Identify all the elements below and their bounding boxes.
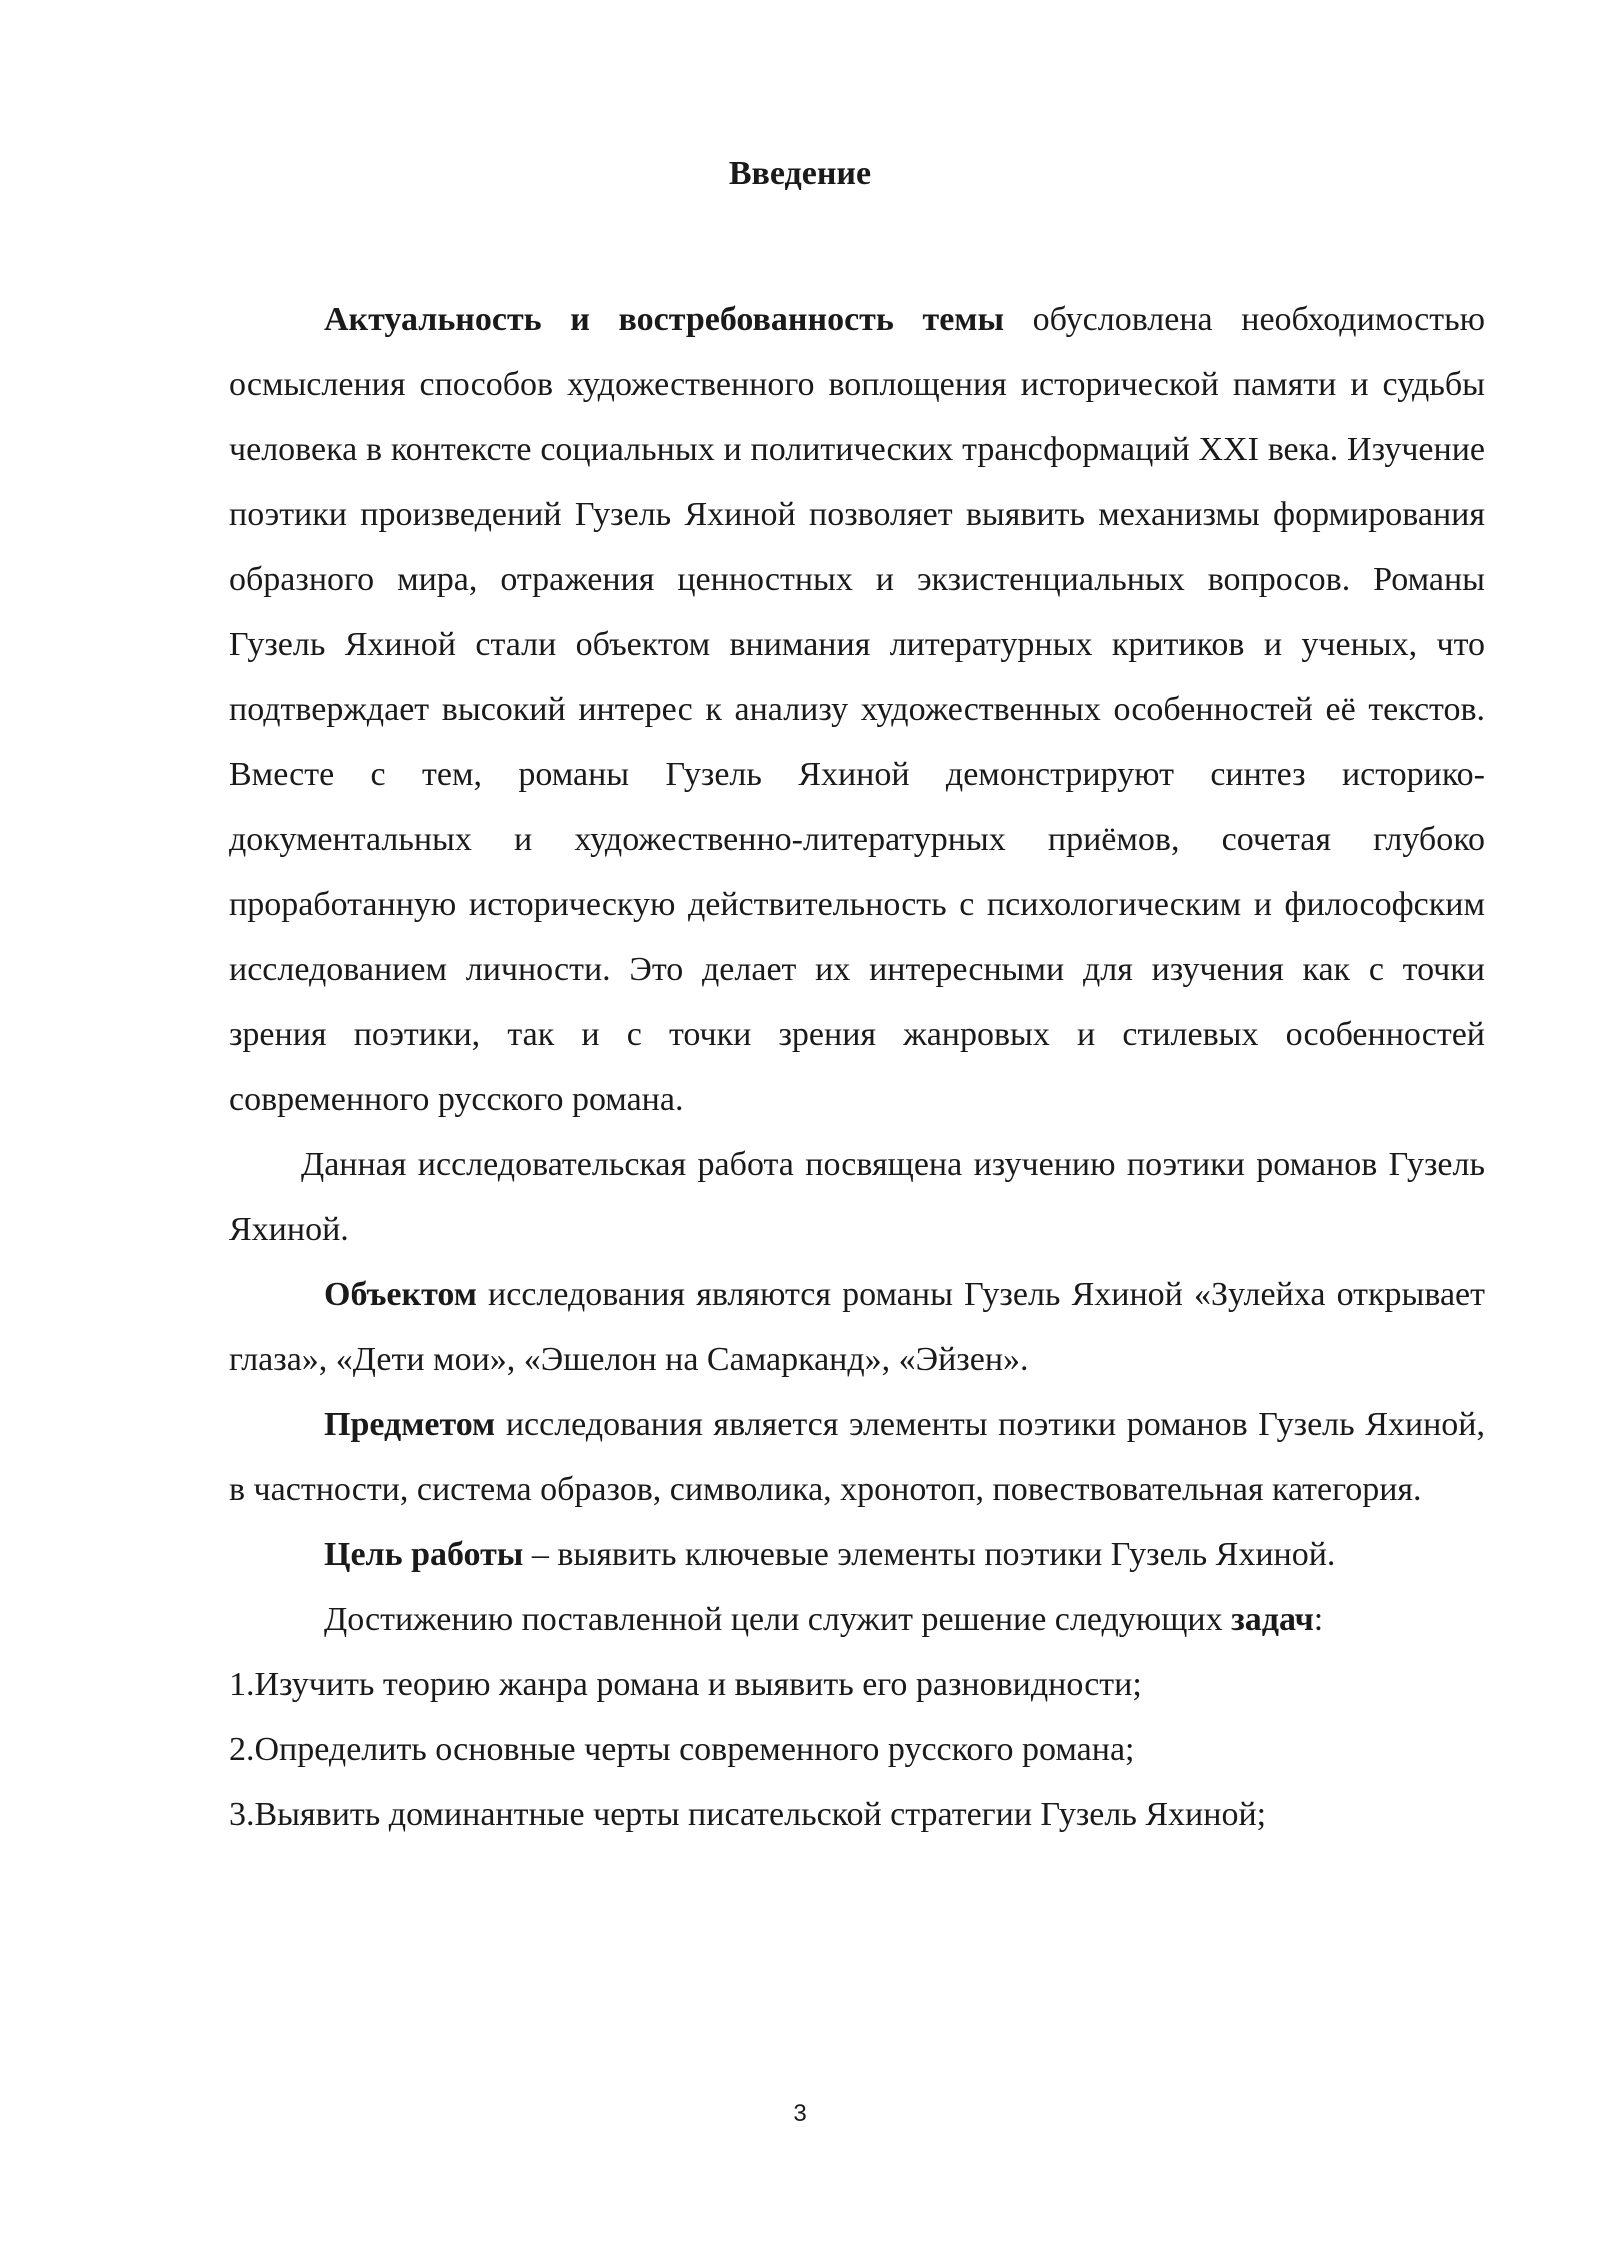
relevance-text: обусловлена необходимостью осмысления способов художественного воплощения исторической памяти и судьбы человека в контексте социальных и политических трансформаций XXI века. Изучение поэтики произведений Гузель Яхиной позволяет выявить механизмы формирования образного мира, отражения ценностных и экзистенциальных вопросов. Романы Гузель Яхиной стали объектом внимания литературных критиков и ученых, что подтверждает высокий интерес к анализу художественных особенностей её текстов. Вместе с тем, романы Гузель Яхиной демонстрируют синтез историко-документальных и художественно-литературных приёмов, сочетая глубоко проработанную историческую действительность с психологическим и философским исследованием личности. Это делает их интересными для изучения как с точки зрения поэтики, так и с точки зрения жанровых и стилевых особенностей современного русского романа.	[229, 301, 1485, 1118]
subject-text: исследования является элементы поэтики романов Гузель Яхиной, в частности, система образов, символика, хронотоп, повествовательная категория.	[229, 1406, 1485, 1508]
body-text	[229, 287, 1485, 1847]
paragraph-tasks-intro	[229, 1587, 1485, 1652]
relevance-term: Актуальность и востребованность темы	[324, 301, 1004, 338]
tasks-term: задач	[1231, 1601, 1314, 1638]
subject-term: Предметом	[324, 1406, 496, 1443]
page-number: 3	[793, 2100, 807, 2127]
list-item: 2.Определить основные черты современного русского романа;	[229, 1731, 1135, 1768]
tasks-intro-tail: :	[1313, 1601, 1324, 1638]
paragraph-relevance	[229, 287, 1485, 1132]
paragraph-subject	[229, 1392, 1485, 1522]
tasks-intro-text: Достижению поставленной цели служит решение следующих	[324, 1601, 1232, 1638]
object-text: исследования являются романы Гузель Яхиной «Зулейха открывает глаза», «Дети мои», «Эшелон на Самарканд», «Эйзен».	[229, 1276, 1485, 1378]
paragraph-purpose	[229, 1132, 1485, 1262]
goal-text: – выявить ключевые элементы поэтики Гузель Яхиной.	[523, 1536, 1336, 1573]
purpose-text: Данная исследовательская работа посвящена изучению поэтики романов Гузель Яхиной.	[229, 1146, 1485, 1248]
paragraph-goal	[229, 1522, 1485, 1587]
list-item: 1.Изучить теорию жанра романа и выявить его разновидности;	[229, 1666, 1142, 1703]
page-title: Введение	[728, 155, 872, 192]
list-item: 3.Выявить доминантные черты писательской стратегии Гузель Яхиной;	[229, 1796, 1267, 1833]
paragraph-object	[229, 1262, 1485, 1392]
goal-term: Цель работы	[324, 1536, 524, 1573]
object-term: Объектом	[324, 1276, 477, 1313]
